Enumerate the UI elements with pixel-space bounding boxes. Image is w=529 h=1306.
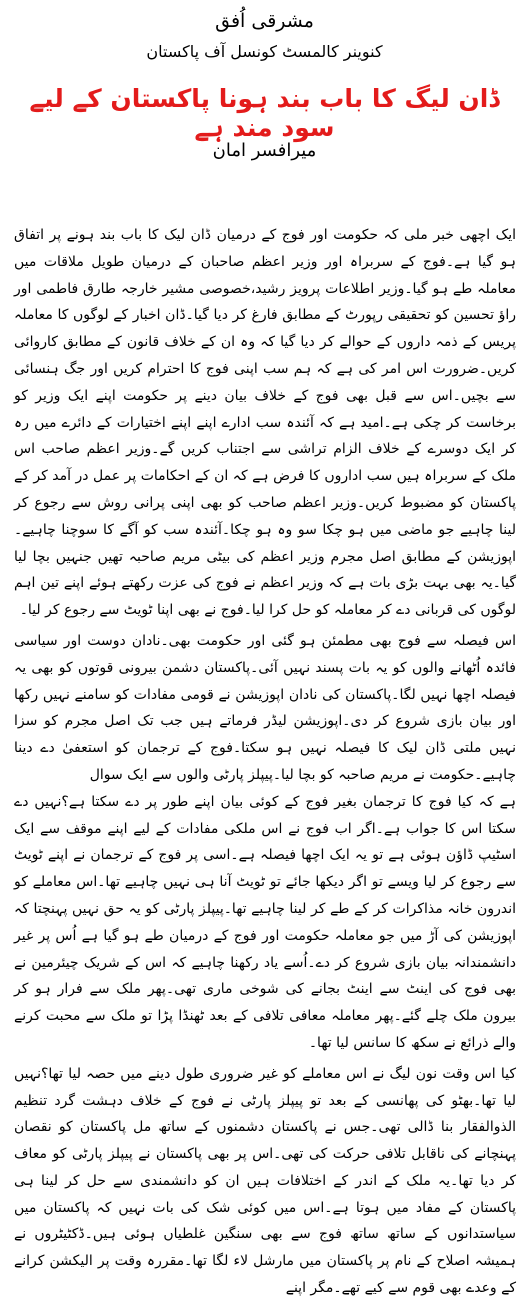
article-paragraph: اس فیصلہ سے فوج بھی مطمئن ہو گئی اور حکومت بھی۔نادان دوست اور سیاسی فائدہ اُٹھانے والوں کو یہ بات پسند نہیں آئی۔پاکستان دشمن بیرونی قوتوں کو بھی یہ فیصلہ اچھا نہیں لگا۔پاکستان کی نادان اپوزیشن نے قومی مفادات کو سامنے نہیں رکھا اور بیان بازی شروع کر دی۔اپوزیشن لیڈر فرماتے ہیں جب تک اصل مجرم کو سزا نہیں ملتی ڈان لیک کا فیصلہ نہیں ہو سکتا۔فوج کے ترجمان کو استعفیٰ دے دینا چاہیے۔حکومت نے مریم صاحبہ کو بچا لیا۔پیپلز پارٹی والوں سے ایک سوال bbox=[14, 632, 516, 783]
article-body bbox=[14, 222, 516, 1306]
article-paragraph: ایک اچھی خبر ملی کہ حکومت اور فوج کے درمیان ڈان لیک کا باب بند ہونے پر اتفاق ہو گیا ہے۔فوج کے سربراہ اور وزیر اعظم صاحبان کے درمیان طویل ملاقات میں معاملہ طے ہو گیا۔وزیر اطلاعات پرویز رشید،خصوصی مشیر خارجہ طارق فاطمی اور راؤ تحسین کو تحقیقی رپورٹ کے مطابق فارغ کر دیا گیا۔ڈان اخبار کے لوگوں کا معاملہ پریس کے ذمہ داروں کے حوالے کر دیا گیا کہ وہ ان کے خلاف قانون کے مطابق کاروائی کریں۔ضرورت اس امر کی ہے کہ ہم سب اپنی فوج کا احترام کریں اور جگ ہنسائی سے بچیں۔اس سے قبل بھی فوج کے خلاف بیان دینے پر حکومت اپنے ایک وزیر کو برخاست کر چکی ہے۔امید ہے کہ آئندہ سب ادارے اپنے اپنے اختیارات کے دائرے میں رہ کر ایک دوسرے کے خلاف الزام تراشی سے اجتناب کریں گے۔وزیر اعظم صاحب اس ملک کے سربراہ ہیں سب اداروں کا فرض ہے کہ ان کے احکامات پر عمل در آمد کر کے پاکستان کو مضبوط کریں۔وزیر اعظم صاحب کو بھی اپنی پرانی روش سے رجوع کر لینا چاہیے جو ماضی میں ہو چکا سو وہ ہو چکا۔آئندہ سب کو آگے کا سوچنا چاہیے۔اپوزیشن کے مطابق اصل مجرم وزیر اعظم کی بیٹی مریم صاحبہ تھیں جنہیں بچا لیا گیا۔یہ بھی بہت بڑی بات ہے کہ وزیر اعظم نے فوج کی عزت رکھتے ہوئے اپنے تین اہم لوگوں کی قربانی دے کر معاملہ کو حل کرا لیا۔فوج نے بھی اپنا ٹویٹ سے رجوع کر لیا۔ bbox=[14, 227, 516, 619]
article-paragraph: ہے کہ کیا فوج کا ترجمان بغیر فوج کے کوئی بیان اپنے طور پر دے سکتا ہے؟نہیں دے سکتا اس کا جواب ہے۔اگر اب فوج نے اس ملکی مفادات کے لیے اپنے موقف سے ایک اسٹیپ ڈاؤن ہوئی ہے تو یہ ایک اچھا فیصلہ ہے۔اسی پر فوج کے ترجمان نے اپنے ٹویٹ سے رجوع کر لیا ویسے تو اگر دیکھا جائے تو ٹویٹ آنا ہی نہیں چاہیے تھا۔اس معاملے کو اندرون خانہ مذاکرات کر کے طے کر لینا چاہیے تھا۔پیپلز پارٹی کو یہ حق نہیں پہنچتا کہ اپوزیشن کی آڑ میں جو معاملہ حکومت اور فوج کے درمیان طے ہو گیا ہے اُس پر غیر دانشمندانہ بیان بازی شروع کر دے۔اُسے یاد رکھنا چاہیے کہ اس کے شریک چیئرمین نے بھی فوج کی اینٹ سے اینٹ بجانے کی شوخی ماری تھی۔پھر ملک سے فرار ہو کر بیرون ملک چلے گئے۔پھر معاملہ معافی تلافی کے بعد ٹھنڈا پڑا تو ملک سے محبت کرنے والے ذرائع نے سکھ کا سانس لیا تھا۔ bbox=[14, 793, 516, 1051]
article-paragraph: کیا اس وقت نون لیگ نے اس معاملے کو غیر ضروری طول دینے میں حصہ لیا تھا؟نہیں لیا تھا۔بھٹو کی پھانسی کے بعد تو پیپلز پارٹی نے فوج کے خلاف دہشت گرد تنظیم الذوالفقار بنا ڈالی تھی۔جس نے پاکستان دشمنوں کے ساتھ مل پاکستان کو نقصان پہنچانے کی ناقابل تلافی حرکت کی تھی۔اس پر بھی پاکستان نے پیپلز پارٹی کو معاف کر دیا تھا۔یہ ملک کے اندر کے اختلافات ہیں ان کو دانشمندی سے حل کر لینا ہی پاکستان کے مفاد میں ہوتا ہے۔اس میں کوئی شک کی بات نہیں کہ پاکستان میں سیاستدانوں کے ساتھ ساتھ فوج سے بھی سنگین غلطیاں ہوئی ہیں۔ڈکٹیٹروں نے ہمیشہ اصلاح کے نام پر پاکستان میں مارشل لاء لگا تھا۔مقررہ وقت پر الیکشن کرانے کے وعدے بھی قوم سے کیے تھے۔مگر اپنے bbox=[14, 1065, 516, 1297]
author-title: کنوینر کالمسٹ کونسل آف پاکستان bbox=[146, 42, 383, 61]
article-title: ڈان لیگ کا باب بند ہونا پاکستان کے لیے سود مند ہے bbox=[29, 84, 500, 142]
author-name: میرافسر امان bbox=[212, 140, 317, 161]
column-name: مشرقی اُفق bbox=[215, 10, 314, 32]
